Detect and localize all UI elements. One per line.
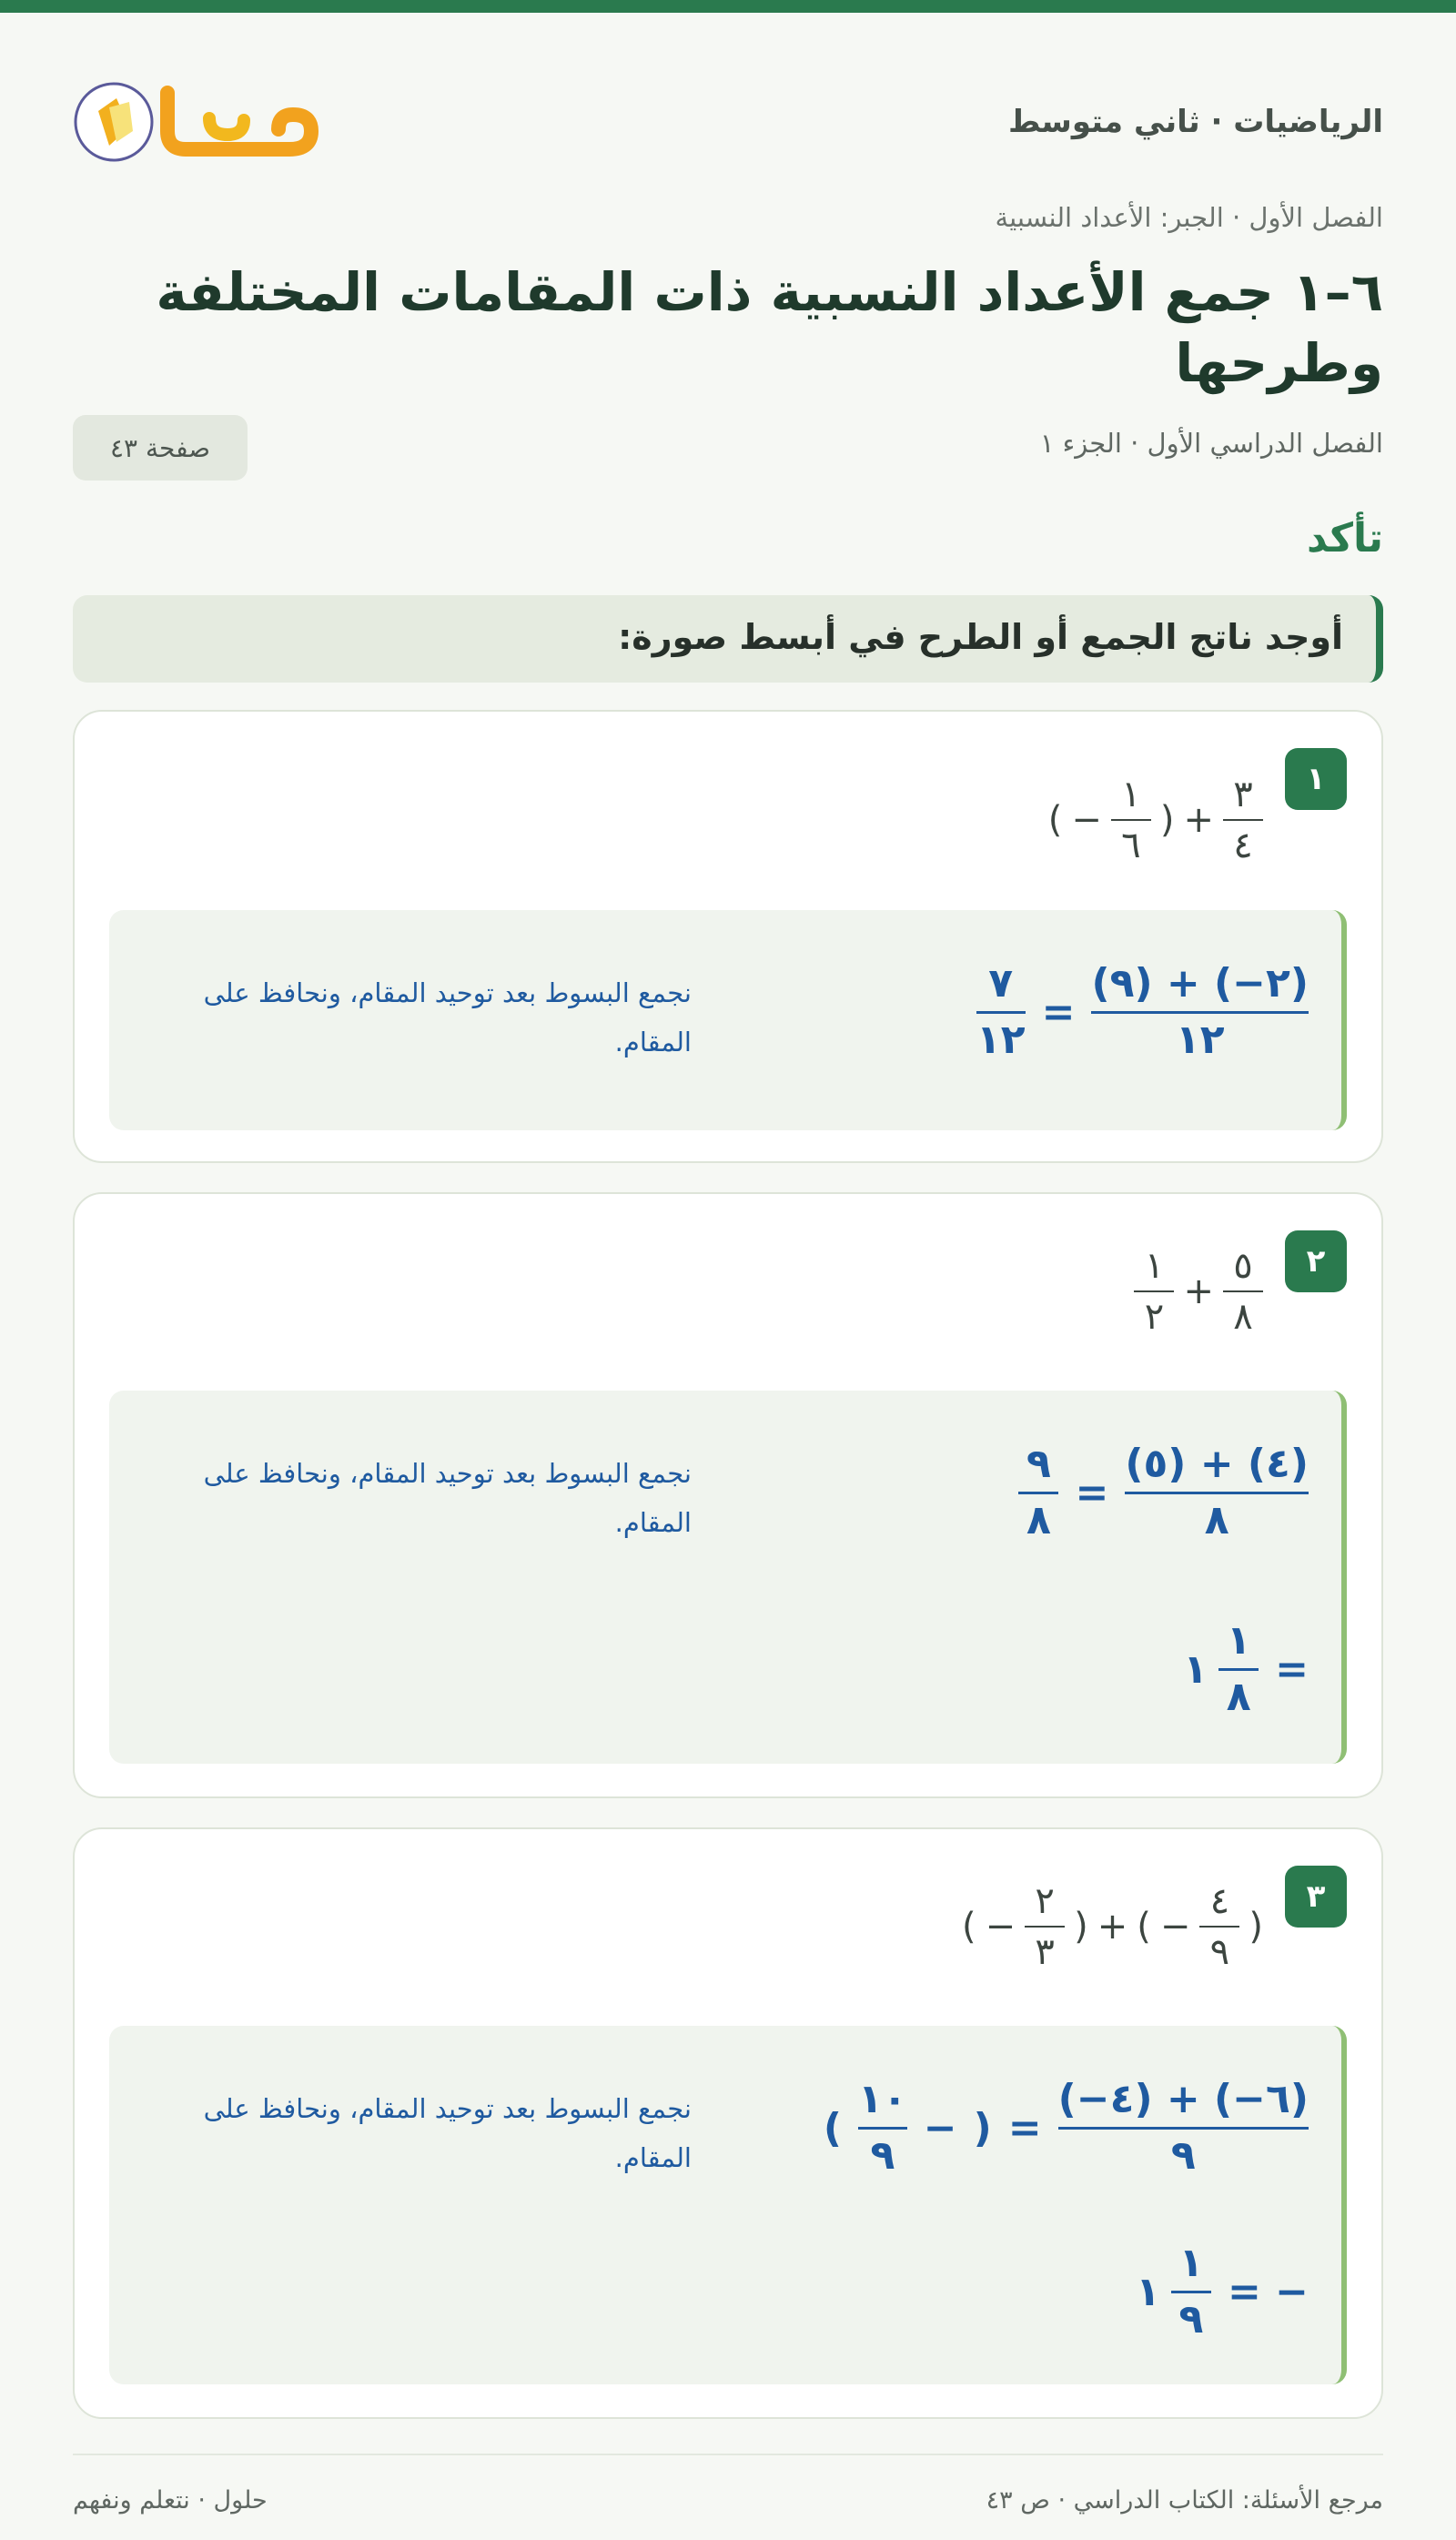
solution-note: نجمع البسوط بعد توحيد المقام، ونحافظ على المقام.	[203, 1458, 692, 1538]
solution-note: نجمع البسوط بعد توحيد المقام، ونحافظ على المقام.	[203, 977, 692, 1057]
question-number: ٣	[1285, 1866, 1347, 1928]
logo-icon	[73, 75, 328, 166]
fraction: $\frac{٥}{٨}$	[1223, 1245, 1263, 1338]
fraction: $\frac{٢}{٣}$	[1025, 1880, 1065, 1973]
question-card-3	[73, 1827, 1383, 2419]
footer-reference: مرجع الأسئلة: الكتاب الدراسي · ص ٤٣	[986, 2486, 1383, 2515]
question-expression: ( − $\frac{١}{٦}$ ) + $\frac{٣}{٤}$	[1048, 774, 1263, 866]
footer-tagline: حلول · نتعلم ونفهم	[73, 2486, 268, 2515]
section-heading: تأكد	[1306, 515, 1383, 562]
step-fraction: $\frac{(-٤) + (-٦)}{٩}$	[1057, 2076, 1309, 2179]
solution-note: نجمع البسوط بعد توحيد المقام، ونحافظ على المقام.	[203, 2093, 692, 2173]
breadcrumb: الفصل الأول · الجبر: الأعداد النسبية	[995, 202, 1383, 233]
instruction-text: أوجد ناتج الجمع أو الطرح في أبسط صورة:	[618, 617, 1343, 657]
question-expression: $\frac{١}{٢}$ + $\frac{٥}{٨}$	[1134, 1245, 1263, 1338]
fraction: $\frac{١}{٦}$	[1111, 774, 1151, 866]
page-number-badge: صفحة ٤٣	[73, 415, 248, 481]
question-card-1	[73, 710, 1383, 1163]
subject-label: الرياضيات · ثاني متوسط	[1008, 104, 1383, 140]
fraction: $\frac{١}{٢}$	[1134, 1245, 1174, 1338]
step-fraction: $\frac{(٥) + (٤)}{٨}$	[1125, 1441, 1309, 1543]
question-number: ٢	[1285, 1230, 1347, 1292]
fraction: $\frac{٣}{٤}$	[1223, 774, 1263, 866]
question-card-2	[73, 1192, 1383, 1798]
question-expression: ( − $\frac{٢}{٣}$ ) + ( − $\frac{٤}{٩}$ )	[962, 1880, 1263, 1973]
solution-box	[109, 2026, 1347, 2384]
page-footer	[73, 2454, 1383, 2515]
brand-logo[interactable]	[73, 75, 328, 166]
solution-work: $\frac{٧}{١٢}$ = $\frac{(٩) + (-٢)}{١٢}$	[976, 960, 1309, 1063]
fraction: $\frac{٤}{٩}$	[1199, 1880, 1239, 1973]
solution-work: ( $\frac{١٠}{٩}$ − ) = $\frac{(-٤) + (-٦)}{٩}$	[823, 2076, 1309, 2179]
mixed-number-work: ١ $\frac{١}{٩}$ = −	[1136, 2240, 1309, 2343]
solution-work: $\frac{٩}{٨}$ = $\frac{(٥) + (٤)}{٨}$	[1018, 1442, 1309, 1543]
term-meta: الفصل الدراسي الأول · الجزء ١	[1039, 428, 1383, 459]
mixed-number: ١ $\frac{١}{٨}$	[1183, 1618, 1259, 1720]
result-fraction: $\frac{١٠}{٩}$	[858, 2076, 907, 2179]
solution-box	[109, 910, 1347, 1130]
page-title: ٦–١ جمع الأعداد النسبية ذات المقامات المختلفة وطرحها	[156, 261, 1383, 394]
solution-box	[109, 1391, 1347, 1764]
page-header	[73, 67, 1383, 177]
instruction-box	[73, 595, 1383, 683]
step-fraction: $\frac{(٩) + (-٢)}{١٢}$	[1091, 960, 1309, 1063]
top-accent-bar	[0, 0, 1456, 13]
mixed-number: ١ $\frac{١}{٩}$	[1136, 2241, 1211, 2343]
mixed-number-work: ١ $\frac{١}{٨}$ =	[1183, 1617, 1309, 1720]
result-fraction: $\frac{٩}{٨}$	[1018, 1442, 1058, 1543]
result-fraction: $\frac{٧}{١٢}$	[976, 960, 1026, 1063]
question-number: ١	[1285, 748, 1347, 810]
